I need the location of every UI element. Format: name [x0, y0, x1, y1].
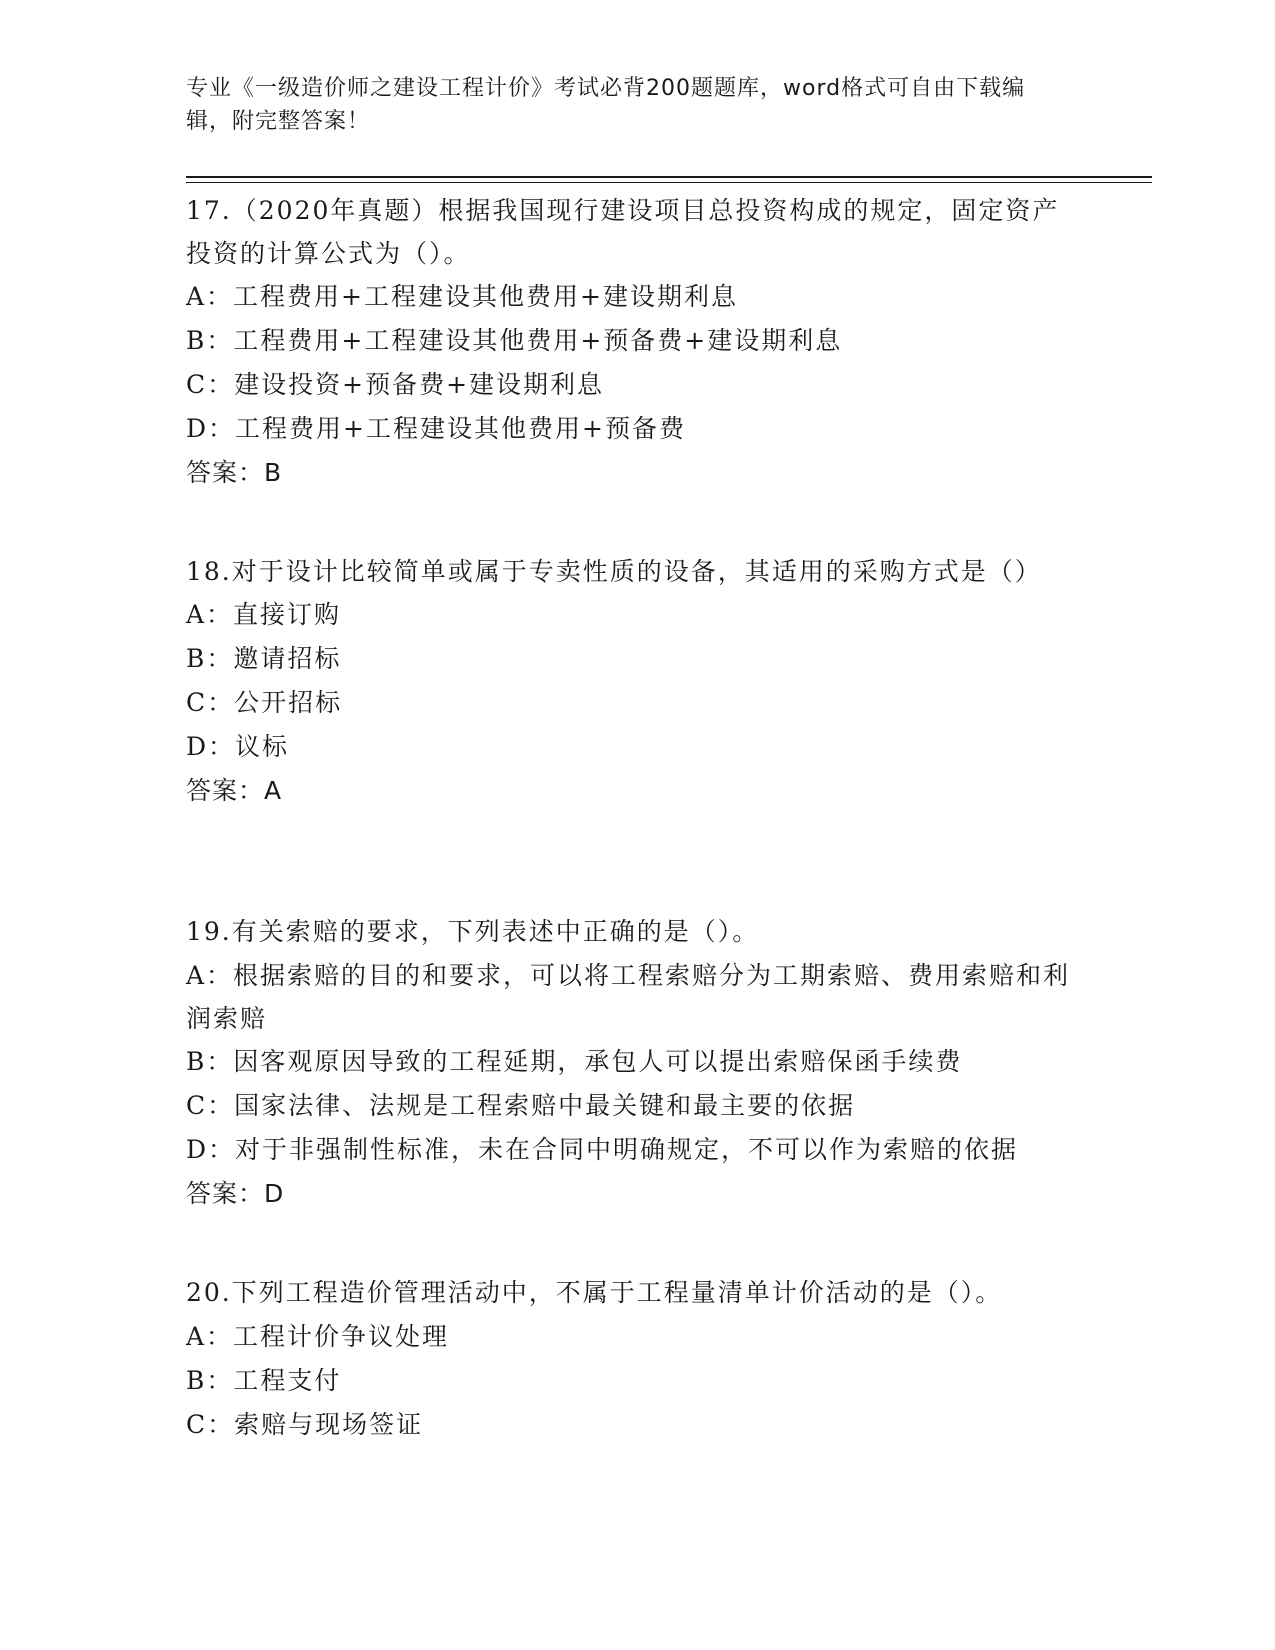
option-a: A：工程费用+工程建设其他费用+建设期利息: [186, 282, 738, 311]
question-stem: 17.（2020年真题）根据我国现行建设项目总投资构成的规定，固定资产投资的计算公式为（）。: [186, 196, 1060, 268]
question-19: [186, 910, 1086, 1216]
question-20: [186, 1271, 1086, 1447]
answer: 答案：A: [186, 776, 283, 805]
header-divider: [186, 176, 1152, 178]
document-header: 专业《一级造价师之建设工程计价》考试必背200题题库，word格式可自由下载编辑，附完整答案！: [186, 76, 1026, 134]
question-17: [186, 189, 1086, 495]
question-stem: 19.有关索赔的要求，下列表述中正确的是（）。: [186, 917, 760, 946]
option-b: B：工程支付: [186, 1366, 342, 1395]
question-stem: 20.下列工程造价管理活动中，不属于工程量清单计价活动的是（）。: [186, 1278, 1003, 1307]
option-d: D：对于非强制性标准，未在合同中明确规定，不可以作为索赔的依据: [186, 1135, 1019, 1164]
option-a: A：直接订购: [186, 600, 342, 629]
option-d: D：议标: [186, 732, 290, 761]
option-b: B：因客观原因导致的工程延期，承包人可以提出索赔保函手续费: [186, 1047, 963, 1076]
option-c: C：公开招标: [186, 688, 343, 717]
option-d: D：工程费用+工程建设其他费用+预备费: [186, 414, 686, 443]
option-c: C：索赔与现场签证: [186, 1410, 424, 1439]
answer: 答案：B: [186, 458, 283, 487]
option-c: C：建设投资+预备费+建设期利息: [186, 370, 605, 399]
option-b: B：邀请招标: [186, 644, 342, 673]
option-a: A：工程计价争议处理: [186, 1322, 450, 1351]
question-stem: 18.对于设计比较简单或属于专卖性质的设备，其适用的采购方式是（）: [186, 557, 1042, 586]
option-b: B：工程费用+工程建设其他费用+预备费+建设期利息: [186, 326, 843, 355]
option-a: A：根据索赔的目的和要求，可以将工程索赔分为工期索赔、费用索赔和利润索赔: [186, 961, 1071, 1033]
answer: 答案：D: [186, 1179, 285, 1208]
question-18: [186, 550, 1086, 813]
option-c: C：国家法律、法规是工程索赔中最关键和最主要的依据: [186, 1091, 856, 1120]
header-divider-thin: [186, 182, 1152, 183]
